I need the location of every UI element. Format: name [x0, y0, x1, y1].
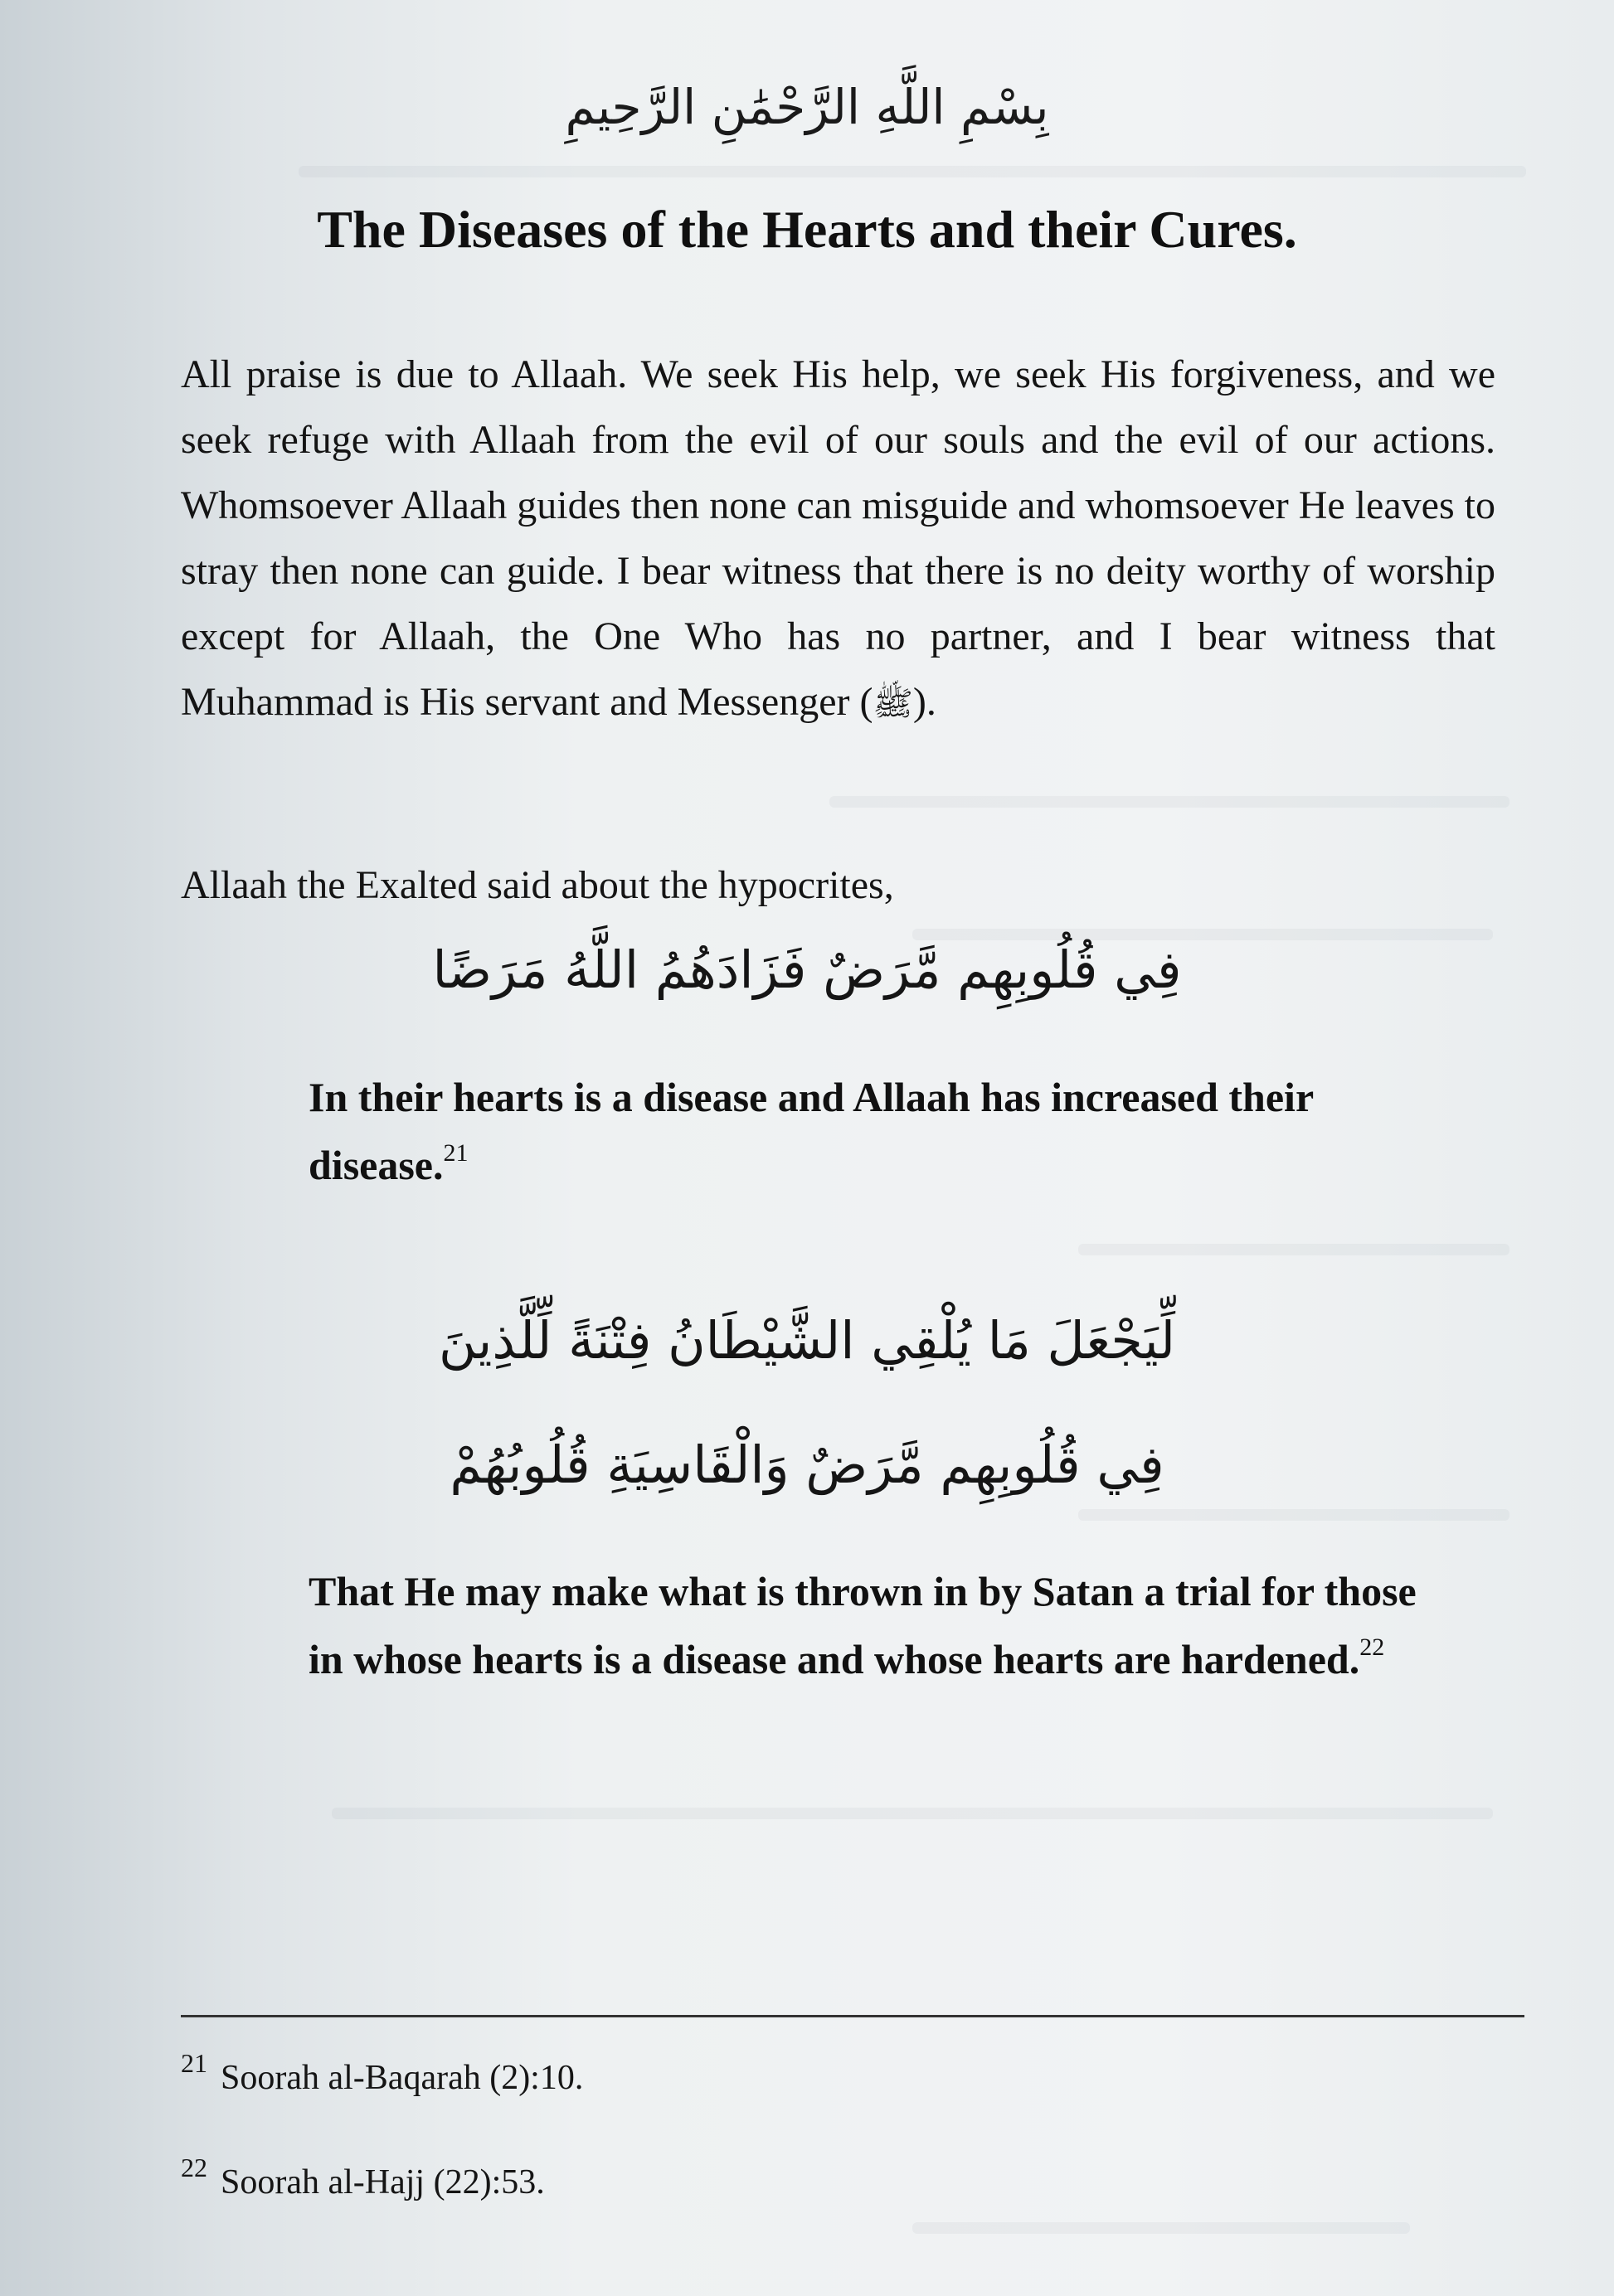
- show-through: [912, 929, 1493, 940]
- footnote-ref-21[interactable]: 21: [443, 1139, 469, 1167]
- bismillah-calligraphy: بِسْمِ اللَّهِ الرَّحْمَٰنِ الرَّحِيمِ: [565, 79, 1049, 135]
- footnote-text: Soorah al-Baqarah (2):10.: [221, 2059, 584, 2097]
- footnote-22: [181, 2153, 545, 2202]
- footnote-ref-22[interactable]: 22: [1359, 1633, 1385, 1661]
- footnote-number: 21: [181, 2048, 207, 2078]
- verse-2-arabic-line-1: لِّيَجْعَلَ مَا يُلْقِي الشَّيْطَانُ فِتْنَةً لِّلَّذِينَ: [438, 1310, 1176, 1371]
- verse-1-translation-text: In their hearts is a disease and Allaah has increased their disease.: [309, 1074, 1314, 1188]
- verse-1-translation: [309, 1063, 1420, 1199]
- show-through: [332, 1808, 1493, 1819]
- show-through: [1078, 1509, 1509, 1521]
- verse-2-arabic-line-2: فِي قُلُوبِهِم مَّرَضٌ وَالْقَاسِيَةِ قُلُوبُهُمْ: [450, 1434, 1164, 1495]
- footnote-number: 22: [181, 2153, 207, 2182]
- salutation-glyph: ﷺ: [873, 685, 913, 723]
- verse-2-translation-text: That He may make what is thrown in by Satan a trial for those in whose hearts is a disease and whose hearts are hardened.: [309, 1568, 1417, 1682]
- show-through: [299, 166, 1526, 177]
- verse-1-arabic: فِي قُلُوبِهِم مَّرَضٌ فَزَادَهُمُ اللَّهُ مَرَضًا: [432, 939, 1182, 1000]
- intro-paragraph: [181, 342, 1495, 737]
- footnote-divider: [181, 2015, 1524, 2017]
- show-through: [829, 796, 1509, 808]
- footnote-21: [181, 2048, 583, 2098]
- intro-text: All praise is due to Allaah. We seek His help, we seek His forgiveness, and we seek refuge with Allaah from the evil of our souls and the evil of our actions. Whomsoever Allaah guides then none can misguide and whomsoever He leaves to stray then none can guide. I bear witness that there is no deity worthy of worship except for Allaah, the One Who has no partner, and I bear witness that Muhammad is His servant and Messenger (: [181, 352, 1495, 724]
- show-through: [912, 2222, 1410, 2234]
- intro-closing: ).: [912, 680, 936, 724]
- verse-2-translation: [309, 1557, 1420, 1693]
- chapter-title: The Diseases of the Hearts and their Cures.: [317, 200, 1297, 259]
- show-through: [1078, 1244, 1509, 1255]
- hypocrites-intro: Allaah the Exalted said about the hypocrites,: [181, 863, 894, 907]
- footnote-text: Soorah al-Hajj (22):53.: [221, 2163, 545, 2201]
